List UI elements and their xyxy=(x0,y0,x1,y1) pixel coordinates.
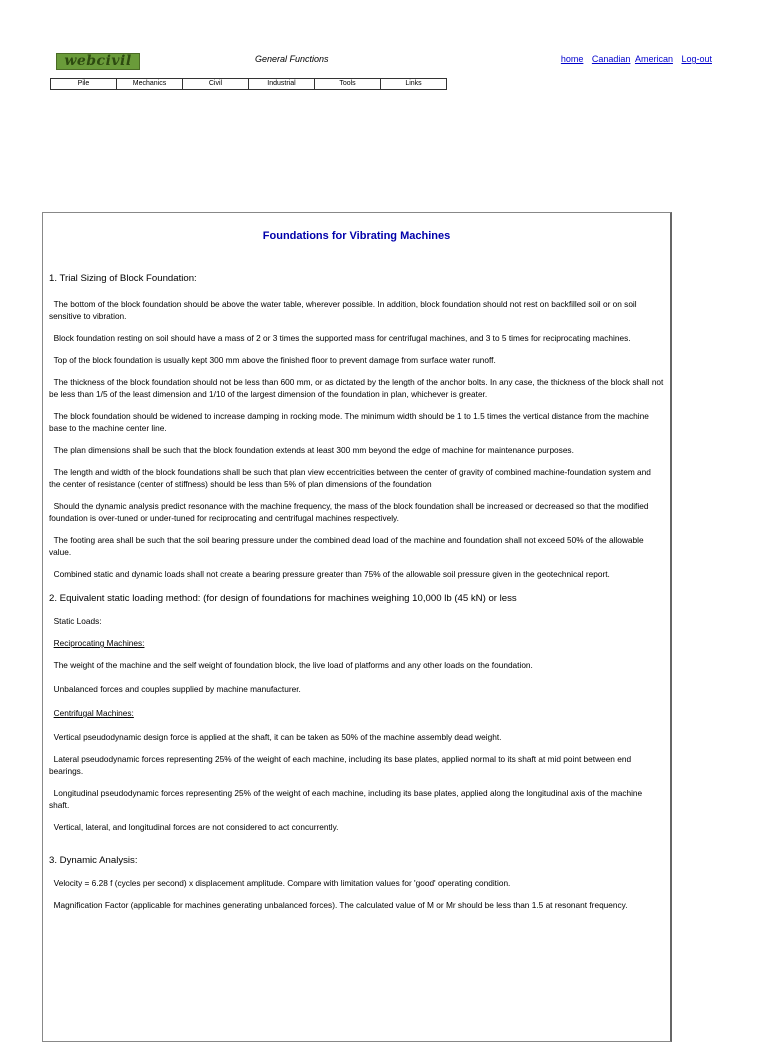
paragraph: The bottom of the block foundation should be above the water table, wherever possible. In addition, block foundation should not rest on backfilled soil or on soil sensitive to vibration. xyxy=(49,299,637,321)
nav-tools[interactable]: Tools xyxy=(315,79,381,89)
section-2-heading: 2. Equivalent static loading method: (for design of foundations for machines weighing 10,000 lb (45 kN) or less xyxy=(49,593,517,604)
paragraph: Unbalanced forces and couples supplied by machine manufacturer. xyxy=(53,684,301,694)
reciprocating-label: Reciprocating Machines: xyxy=(53,638,145,648)
paragraph: Lateral pseudodynamic forces representing 25% of the weight of each machine, including its base plates, applied normal to its shaft at mid point between end bearings. xyxy=(49,754,632,776)
webcivil-logo[interactable]: webcivil xyxy=(56,53,140,70)
paragraph: Magnification Factor (applicable for machines generating unbalanced forces). The calculated value of M or Mr should be less than 1.5 at resonant frequency. xyxy=(53,900,628,910)
page-subtitle: General Functions xyxy=(255,54,329,64)
nav-mechanics[interactable]: Mechanics xyxy=(117,79,183,89)
paragraph: Top of the block foundation is usually kept 300 mm above the finished floor to prevent damage from surface water runoff. xyxy=(53,355,496,365)
paragraph: Should the dynamic analysis predict resonance with the machine frequency, the mass of the block foundation shall be increased or decreased so that the modified foundation is over-tuned or under-tuned for reciprocating and centrifugal machines respectively. xyxy=(49,501,649,523)
nav-civil[interactable]: Civil xyxy=(183,79,249,89)
paragraph: The thickness of the block foundation should not be less than 600 mm, or as dictated by the length of the anchor bolts. In any case, the thickness of the block shall not be less than 1/5 of the least dimension and 1/10 of the largest dimension of the foundation in plan, whichever is greater. xyxy=(49,377,664,399)
american-link[interactable]: American xyxy=(634,54,673,64)
centrifugal-label: Centrifugal Machines: xyxy=(53,708,134,718)
article-box xyxy=(42,212,672,1042)
canadian-link[interactable]: Canadian xyxy=(591,54,631,64)
paragraph: The plan dimensions shall be such that the block foundation extends at least 300 mm beyond the edge of machine for maintenance purposes. xyxy=(53,445,574,455)
paragraph: Combined static and dynamic loads shall not create a bearing pressure greater than 75% of the allowable soil pressure given in the geotechnical report. xyxy=(53,569,610,579)
paragraph: Block foundation resting on soil should have a mass of 2 or 3 times the supported mass for centrifugal machines, and 3 to 5 times for reciprocating machines. xyxy=(53,333,631,343)
nav-industrial[interactable]: Industrial xyxy=(249,79,315,89)
paragraph: Vertical, lateral, and longitudinal forces are not considered to act concurrently. xyxy=(53,822,339,832)
paragraph: Longitudinal pseudodynamic forces representing 25% of the weight of each machine, including its base plates, applied along the longitudinal axis of the machine shaft. xyxy=(49,788,643,810)
paragraph: The footing area shall be such that the soil bearing pressure under the combined dead load of the machine and foundation shall not exceed 50% of the allowable value. xyxy=(49,535,644,557)
main-nav xyxy=(50,78,447,90)
static-loads-label: Static Loads: xyxy=(53,616,102,626)
section-1-heading: 1. Trial Sizing of Block Foundation: xyxy=(49,273,197,284)
home-link[interactable]: home xyxy=(560,54,584,64)
section-3-heading: 3. Dynamic Analysis: xyxy=(49,855,138,866)
paragraph: The length and width of the block foundations shall be such that plan view eccentricities between the center of gravity of combined machine-foundation system and the center of resistance (center of stiffness) should be less than 5% of plan dimensions of the foundation xyxy=(49,467,651,489)
paragraph: Vertical pseudodynamic design force is applied at the shaft, it can be taken as 50% of the machine assembly dead weight. xyxy=(53,732,502,742)
top-links xyxy=(555,54,712,64)
paragraph: The block foundation should be widened to increase damping in rocking mode. The minimum width should be 1 to 1.5 times the vertical distance from the machine base to the machine center line. xyxy=(49,411,649,433)
paragraph: Velocity = 6.28 f (cycles per second) x displacement amplitude. Compare with limitation values for 'good' operating condition. xyxy=(53,878,511,888)
paragraph: The weight of the machine and the self weight of foundation block, the live load of platforms and any other loads on the foundation. xyxy=(53,660,533,670)
nav-links[interactable]: Links xyxy=(405,80,422,87)
logout-link[interactable]: Log-out xyxy=(681,54,712,64)
nav-pile[interactable]: Pile xyxy=(51,79,117,89)
article-title: Foundations for Vibrating Machines xyxy=(262,230,451,242)
